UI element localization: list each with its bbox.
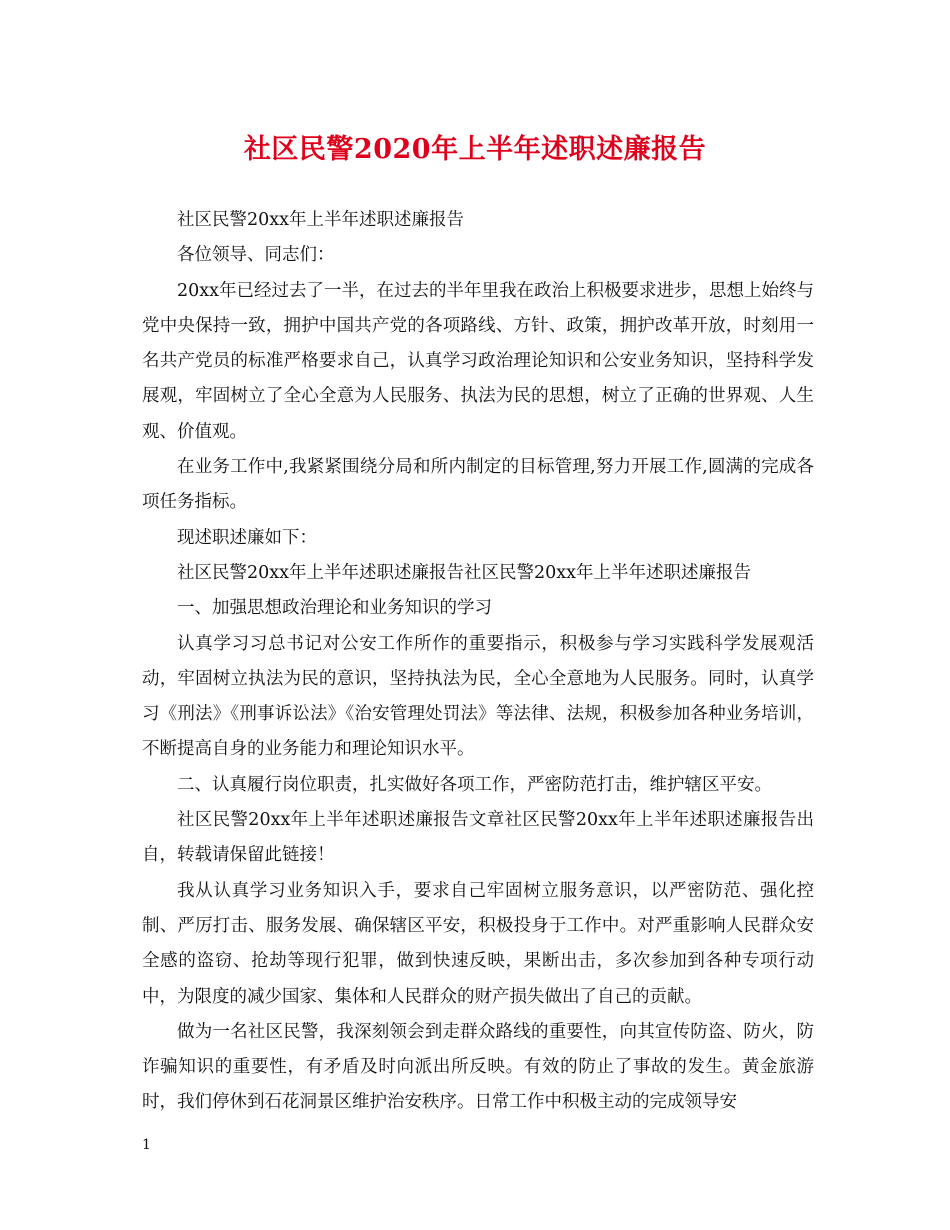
paragraph-subtitle: 社区民警20xx年上半年述职述廉报告 — [177, 210, 465, 230]
document-body — [142, 203, 814, 1121]
section-heading-1: 一、加强思想政治理论和业务知识的学习 — [177, 598, 492, 619]
paragraph-source-note: 社区民警20xx年上半年述职述廉报告文章社区民警20xx年上半年述职述廉报告出自，转载请保留此链接！ — [142, 810, 814, 866]
section-heading-2: 二、认真履行岗位职责，扎实做好各项工作，严密防范打击，维护辖区平安。 — [177, 774, 772, 795]
paragraph-repeated-title: 社区民警20xx年上半年述职述廉报告社区民警20xx年上半年述职述廉报告 — [177, 562, 752, 583]
paragraph-study: 认真学习习总书记对公安工作所作的重要指示，积极参与学习实践科学发展观活动，牢固树立执法为民的意识，坚持执法为民，全心全意地为人民服务。同时，认真学习《刑法》《刑事诉讼法》《治安管理处罚法》等法律、法规，积极参加各种业务培训，不断提高自身的业务能力和理论知识水平。 — [142, 633, 814, 760]
paragraph-report-lead: 现述职述廉如下： — [177, 527, 317, 548]
paragraph-greeting: 各位领导、同志们： — [177, 245, 335, 266]
paragraph-duties: 我从认真学习业务知识入手，要求自己牢固树立服务意识，以严密防范、强化控制、严厉打击、服务发展、确保辖区平安，积极投身于工作中。对严重影响人民群众安全感的盗窃、抢劫等现行犯罪，做到快速反映，果断出击，多次参加到各种专项行动中，为限度的减少国家、集体和人民群众的财产损失做出了自己的贡献。 — [142, 880, 814, 1007]
document-title: 社区民警2020年上半年述职述廉报告 — [243, 134, 707, 165]
page-number: 1 — [142, 1137, 151, 1153]
paragraph-community: 做为一名社区民警，我深刻领会到走群众路线的重要性，向其宣传防盗、防火，防诈骗知识的重要性，有矛盾及时向派出所反映。有效的防止了事故的发生。黄金旅游时，我们停休到石花洞景区维护治安秩序。日常工作中积极主动的完成领导安 — [142, 1021, 814, 1113]
paragraph-intro: 20xx年已经过去了一半，在过去的半年里我在政治上积极要求进步，思想上始终与党中央保持一致，拥护中国共产党的各项路线、方针、政策，拥护改革开放，时刻用一名共产党员的标准严格要求自己，认真学习政治理论知识和公安业务知识，坚持科学发展观，牢固树立了全心全意为人民服务、执法为民的思想，树立了正确的世界观、人生观、价值观。 — [142, 280, 815, 442]
paragraph-work-summary: 在业务工作中,我紧紧围绕分局和所内制定的目标管理,努力开展工作,圆满的完成各项任务指标。 — [142, 457, 814, 513]
